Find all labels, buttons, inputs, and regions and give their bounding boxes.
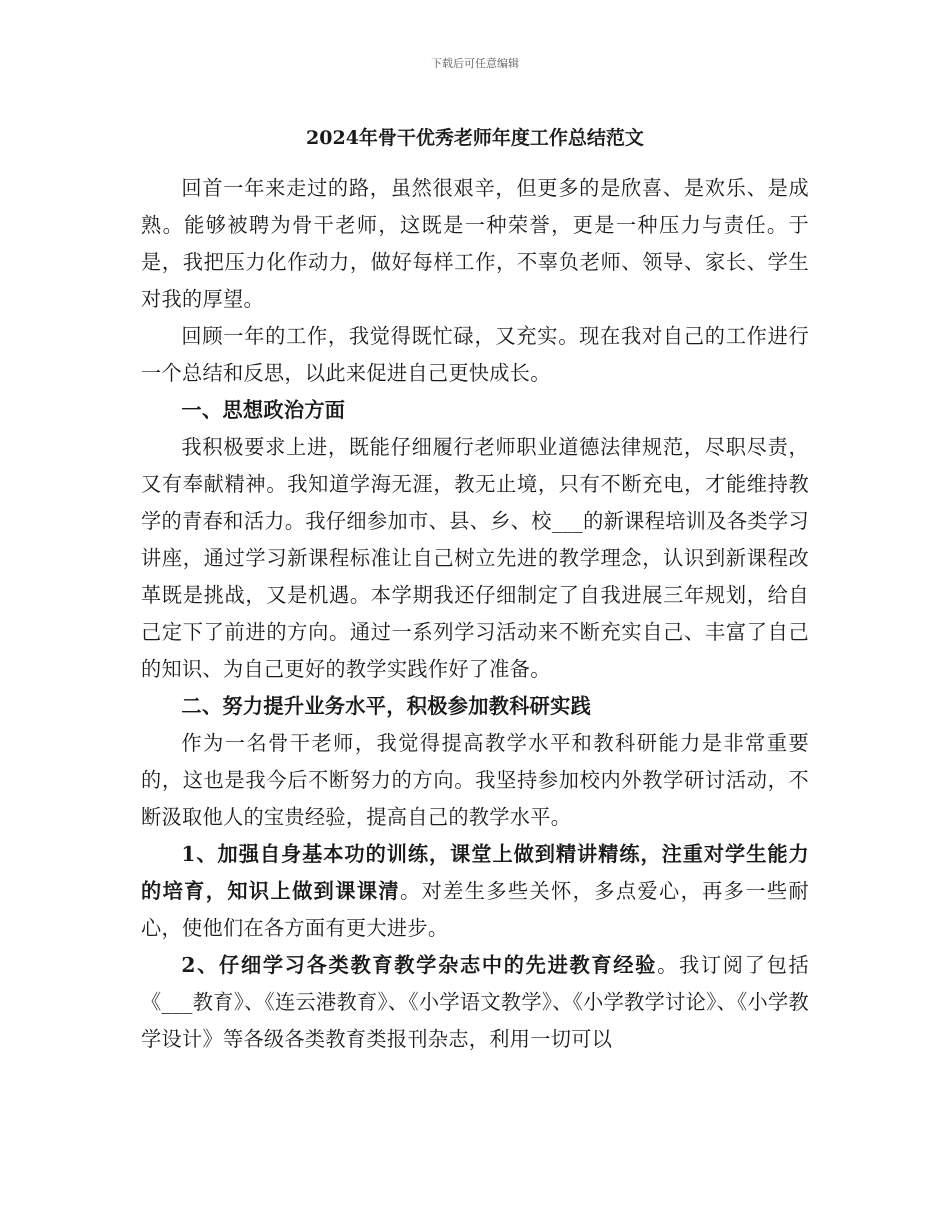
- paragraph-journals: [141, 947, 809, 1058]
- basic-skills-rest: 。对差生多些关怀，多点爱心，再多一些耐心，使他们在各方面有更大进步。: [141, 879, 810, 940]
- section-heading-politics: 一、思想政治方面: [181, 398, 346, 422]
- journals-bold: 2、仔细学习各类教育教学杂志中的先进教育经验: [181, 953, 658, 977]
- paragraph-review: 回顾一年的工作，我觉得既忙碌，又充实。现在我对自己的工作进行一个总结和反思，以此来促进自己更快成长。: [141, 324, 809, 385]
- paragraph-politics: 我积极要求上进，既能仔细履行老师职业道德法律规范，尽职尽责，又有奉献精神。我知道学海无涯，教无止境，只有不断充电，才能维持教学的青春和活力。我仔细参加市、县、乡、校___的新课程培训及各类学习讲座，通过学习新课程标准让自己树立先进的教学理念，认识到新课程改革既是挑战，又是机遇。本学期我还仔细制定了自我进展三年规划，给自己定下了前进的方向。通过一系列学习活动来不断充实自己、丰富了自己的知识、为自己更好的教学实践作好了准备。: [141, 435, 809, 681]
- basic-skills-bold: 1、加强自身基本功的训练，课堂上做到精讲精练，注重对学生能力的培育，知识上做到课课清: [141, 842, 809, 903]
- download-note: 下载后可任意编辑: [431, 57, 519, 70]
- section-heading-teaching: 二、努力提升业务水平，积极参加教科研实践: [181, 694, 592, 718]
- document-title: 2024年骨干优秀老师年度工作总结范文: [306, 127, 644, 149]
- document-body: [141, 118, 809, 1058]
- journals-rest: 。我订阅了包括《___教育》、《连云港教育》、《小学语文教学》、《小学教学讨论》、《小学教学设计》等各级各类教育类报刊杂志，利用一切可以: [141, 953, 809, 1051]
- paragraph-intro: 回首一年来走过的路，虽然很艰辛，但更多的是欣喜、是欢乐、是成熟。能够被聘为骨干老师，这既是一种荣誉，更是一种压力与责任。于是，我把压力化作动力，做好每样工作，不辜负老师、领导、家长、学生对我的厚望。: [141, 176, 809, 311]
- paragraph-teaching: 作为一名骨干老师，我觉得提高教学水平和教科研能力是非常重要的，这也是我今后不断努力的方向。我坚持参加校内外教学研讨活动，不断汲取他人的宝贵经验，提高自己的教学水平。: [141, 731, 809, 829]
- paragraph-basic-skills: [141, 836, 809, 947]
